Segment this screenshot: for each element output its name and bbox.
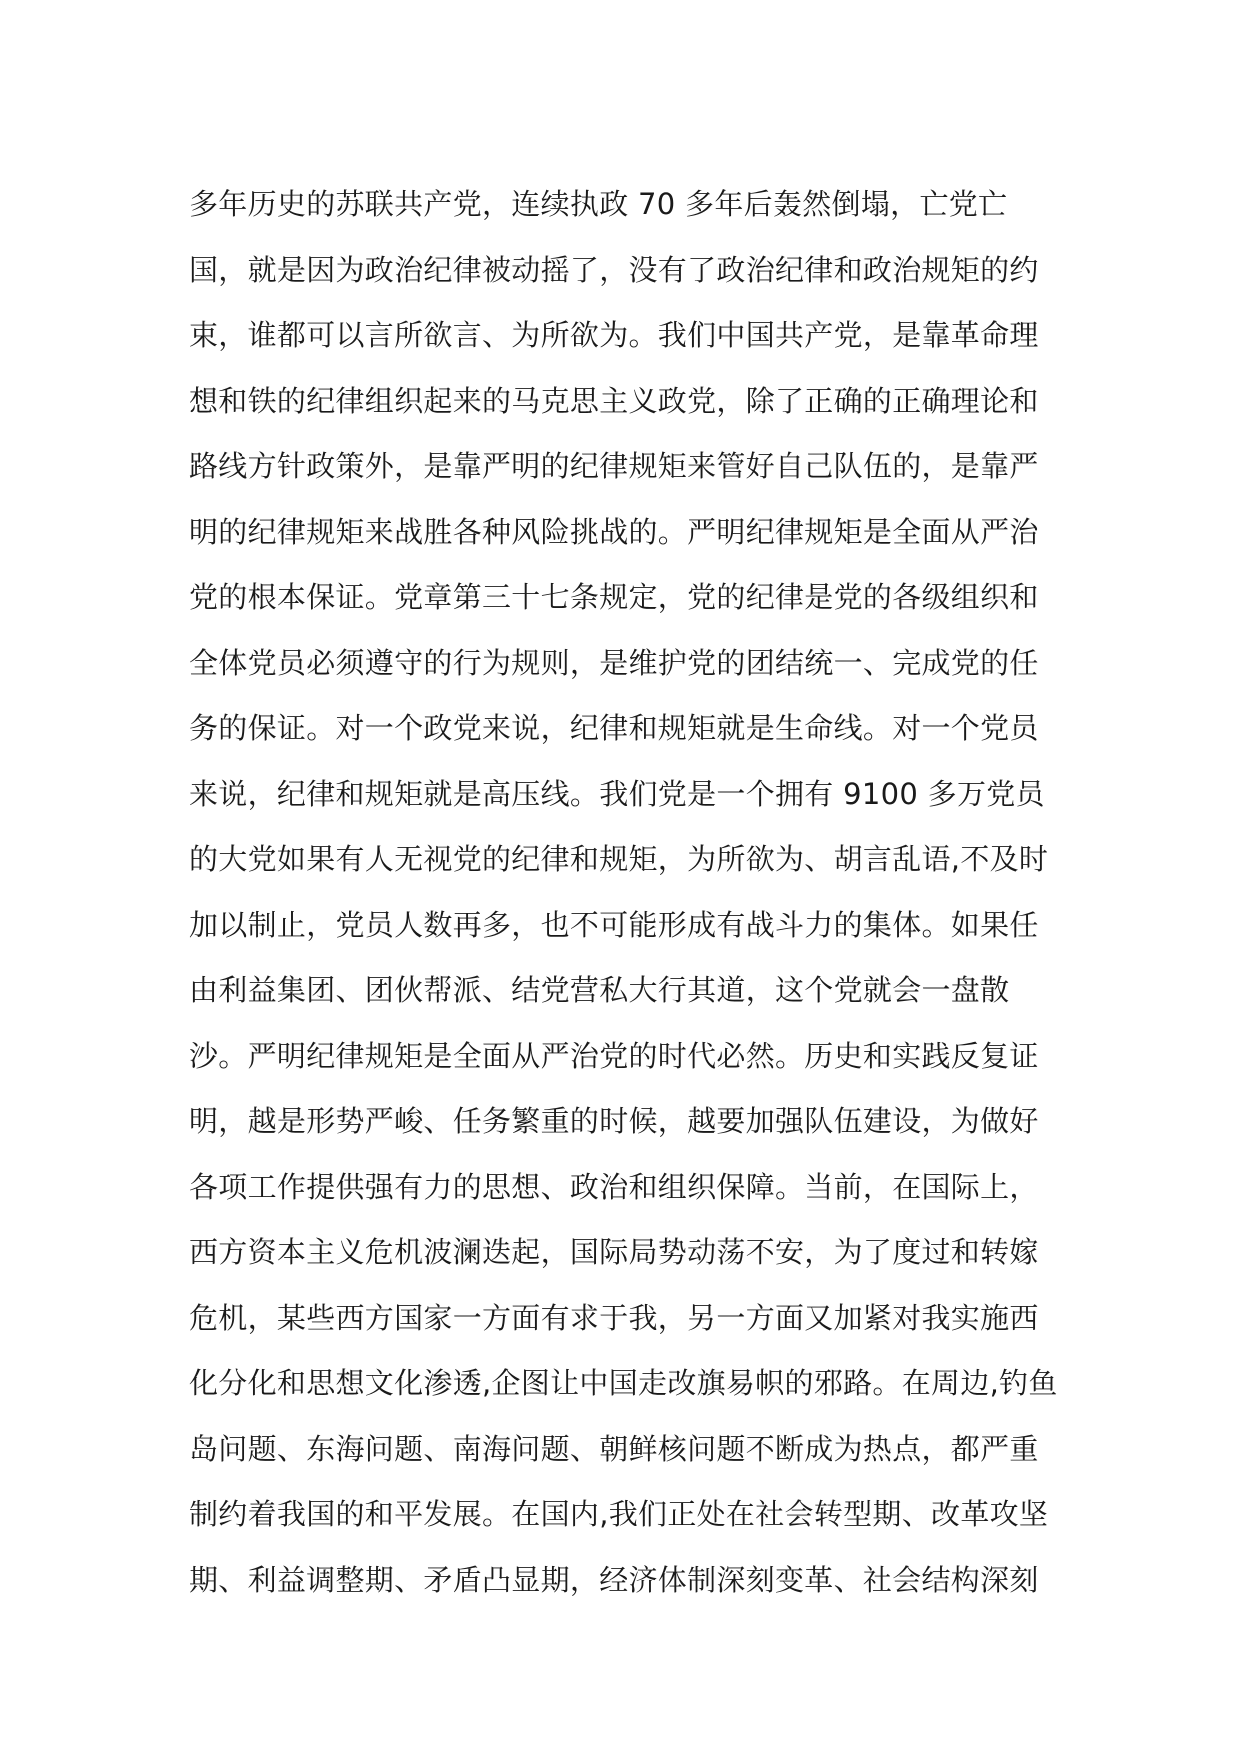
text-line: 岛问题、东海问题、南海问题、朝鲜核问题不断成为热点，都严重 — [189, 1431, 1039, 1466]
text-line: 明，越是形势严峻、任务繁重的时候，越要加强队伍建设，为做好 — [189, 1104, 1039, 1138]
text-line: 国，就是因为政治纪律被动摇了，没有了政治纪律和政治规矩的约 — [189, 252, 1039, 287]
text-line: 的大党如果有人无视党的纪律和规矩，为所欲为、胡言乱语,不及时 — [189, 842, 1049, 876]
text-line: 束，谁都可以言所欲言、为所欲为。我们中国共产党，是靠革命理 — [189, 318, 1039, 352]
text-line: 全体党员必须遵守的行为规则，是维护党的团结统一、完成党的任 — [189, 645, 1039, 680]
text-line: 党的根本保证。党章第三十七条规定，党的纪律是党的各级组织和 — [189, 580, 1039, 614]
text-line: 明的纪律规矩来战胜各种风险挑战的。严明纪律规矩是全面从严治 — [189, 514, 1039, 549]
text-line: 务的保证。对一个政党来说，纪律和规矩就是生命线。对一个党员 — [189, 711, 1039, 745]
text-line: 各项工作提供强有力的思想、政治和组织保障。当前，在国际上， — [189, 1169, 1039, 1204]
text-line: 沙。严明纪律规矩是全面从严治党的时代必然。历史和实践反复证 — [189, 1038, 1039, 1073]
text-line: 想和铁的纪律组织起来的马克思主义政党，除了正确的正确理论和 — [189, 383, 1039, 418]
text-line: 西方资本主义危机波澜迭起，国际局势动荡不安，为了度过和转嫁 — [189, 1235, 1039, 1269]
text-line: 化分化和思想文化渗透,企图让中国走改旗易帜的邪路。在周边,钓鱼 — [189, 1366, 1058, 1400]
body-paragraph — [189, 172, 1069, 1613]
text-line: 多年历史的苏联共产党，连续执政 70 多年后轰然倒塌，亡党亡 — [189, 187, 1008, 221]
text-line: 由利益集团、团伙帮派、结党营私大行其道，这个党就会一盘散 — [189, 973, 1010, 1007]
text-line: 危机，某些西方国家一方面有求于我，另一方面又加紧对我实施西 — [189, 1300, 1039, 1335]
text-line: 期、利益调整期、矛盾凸显期，经济体制深刻变革、社会结构深刻 — [189, 1562, 1039, 1597]
text-line: 制约着我国的和平发展。在国内,我们正处在社会转型期、改革攻坚 — [189, 1497, 1049, 1531]
text-line: 加以制止，党员人数再多，也不可能形成有战斗力的集体。如果任 — [189, 907, 1039, 942]
text-line: 来说，纪律和规矩就是高压线。我们党是一个拥有 9100 多万党员 — [189, 776, 1045, 811]
text-line: 路线方针政策外，是靠严明的纪律规矩来管好自己队伍的，是靠严 — [189, 449, 1039, 483]
